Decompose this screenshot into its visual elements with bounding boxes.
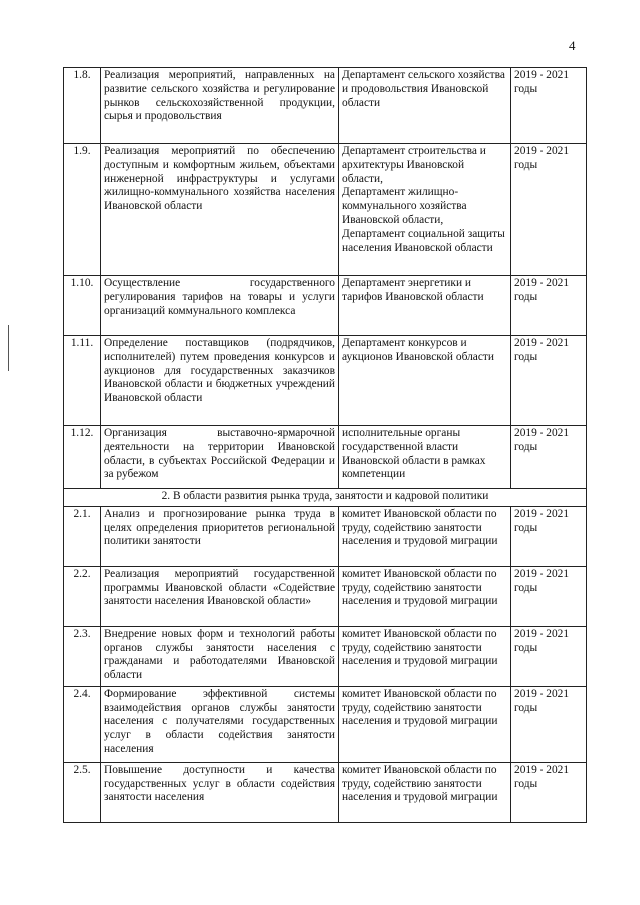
table-row <box>64 506 587 566</box>
table-row <box>64 686 587 762</box>
term-cell: 2019 - 2021 годы <box>511 762 587 822</box>
table-row <box>64 144 587 276</box>
responsible-cell <box>339 144 511 276</box>
table-row <box>64 336 587 426</box>
responsible-cell <box>339 762 511 822</box>
table-row <box>64 566 587 626</box>
responsible-line: Департамент энергетики и тарифов Ивановской области <box>342 277 484 303</box>
responsible-cell <box>339 506 511 566</box>
term-cell: 2019 - 2021 годы <box>511 686 587 762</box>
row-number: 1.12. <box>64 426 101 489</box>
activity-cell: Реализация мероприятий по обеспечению доступным и комфортным жильем, объектами инженерной инфраструктуры и услугами жилищно-коммунального хозяйства населения Ивановской области <box>101 144 339 276</box>
responsible-cell <box>339 566 511 626</box>
term-cell: 2019 - 2021 годы <box>511 506 587 566</box>
responsible-cell <box>339 426 511 489</box>
term-cell: 2019 - 2021 годы <box>511 68 587 144</box>
table-row <box>64 626 587 686</box>
activity-cell: Организация выставочно-ярмарочной деятельности на территории Ивановской области, в субъектах Российской Федерации и за рубежом <box>101 426 339 489</box>
row-number: 1.11. <box>64 336 101 426</box>
table-row <box>64 762 587 822</box>
responsible-line: Департамент сельского хозяйства и продовольствия Ивановской области <box>342 69 505 109</box>
responsible-cell <box>339 68 511 144</box>
responsible-line: Департамент жилищно-коммунального хозяйства Ивановской области, <box>342 186 467 226</box>
table-row <box>64 426 587 489</box>
activity-cell: Реализация мероприятий государственной программы Ивановской области «Содействие занятости населения Ивановской области» <box>101 566 339 626</box>
activity-cell: Формирование эффективной системы взаимодействия органов службы занятости населения с получателями государственных услуг в области содействия занятости населения <box>101 686 339 762</box>
term-cell: 2019 - 2021 годы <box>511 566 587 626</box>
measures-table <box>63 67 587 823</box>
activity-cell: Анализ и прогнозирование рынка труда в целях определения приоритетов региональной политики занятости <box>101 506 339 566</box>
page-number: 4 <box>569 38 576 53</box>
row-number: 2.1. <box>64 506 101 566</box>
responsible-line: комитет Ивановской области по труду, содействию занятости населения и трудовой миграции <box>342 763 498 804</box>
responsible-line: комитет Ивановской области по труду, содействию занятости населения и трудовой миграции <box>342 687 498 728</box>
table-row <box>64 276 587 336</box>
responsible-cell <box>339 686 511 762</box>
responsible-line: Департамент социальной защиты населения Ивановской области <box>342 227 505 254</box>
term-cell: 2019 - 2021 годы <box>511 276 587 336</box>
table-row <box>64 68 587 144</box>
term-cell: 2019 - 2021 годы <box>511 626 587 686</box>
responsible-cell <box>339 626 511 686</box>
term-cell: 2019 - 2021 годы <box>511 144 587 276</box>
responsible-line: комитет Ивановской области по труду, содействию занятости населения и трудовой миграции <box>342 627 498 668</box>
activity-cell: Осуществление государственного регулирования тарифов на товары и услуги организаций коммунального комплекса <box>101 276 339 336</box>
row-number: 2.4. <box>64 686 101 762</box>
section-header-row <box>64 489 587 507</box>
row-number: 2.2. <box>64 566 101 626</box>
responsible-line: Департамент строительства и архитектуры Ивановской области, <box>342 145 486 185</box>
responsible-line: Департамент конкурсов и аукционов Ивановской области <box>342 337 494 363</box>
responsible-line: комитет Ивановской области по труду, содействию занятости населения и трудовой миграции <box>342 507 498 548</box>
row-number: 2.5. <box>64 762 101 822</box>
row-number: 1.9. <box>64 144 101 276</box>
activity-cell: Повышение доступности и качества государственных услуг в области содействия занятости населения <box>101 762 339 822</box>
term-cell: 2019 - 2021 годы <box>511 426 587 489</box>
responsible-line: исполнительные органы государственной власти Ивановской области в рамках компетенции <box>342 427 486 481</box>
responsible-cell <box>339 276 511 336</box>
term-cell: 2019 - 2021 годы <box>511 336 587 426</box>
margin-mark <box>8 325 9 371</box>
responsible-line: комитет Ивановской области по труду, содействию занятости населения и трудовой миграции <box>342 567 498 608</box>
row-number: 2.3. <box>64 626 101 686</box>
activity-cell: Определение поставщиков (подрядчиков, исполнителей) путем проведения конкурсов и аукционов для государственных заказчиков Ивановской области и бюджетных учреждений Ивановской области <box>101 336 339 426</box>
row-number: 1.8. <box>64 68 101 144</box>
activity-cell: Реализация мероприятий, направленных на развитие сельского хозяйства и регулирование рынков сельскохозяйственной продукции, сырья и продовольствия <box>101 68 339 144</box>
section-title: 2. В области развития рынка труда, занятости и кадровой политики <box>64 489 587 507</box>
row-number: 1.10. <box>64 276 101 336</box>
responsible-cell <box>339 336 511 426</box>
activity-cell: Внедрение новых форм и технологий работы органов службы занятости населения с гражданами и работодателями Ивановской области <box>101 626 339 686</box>
